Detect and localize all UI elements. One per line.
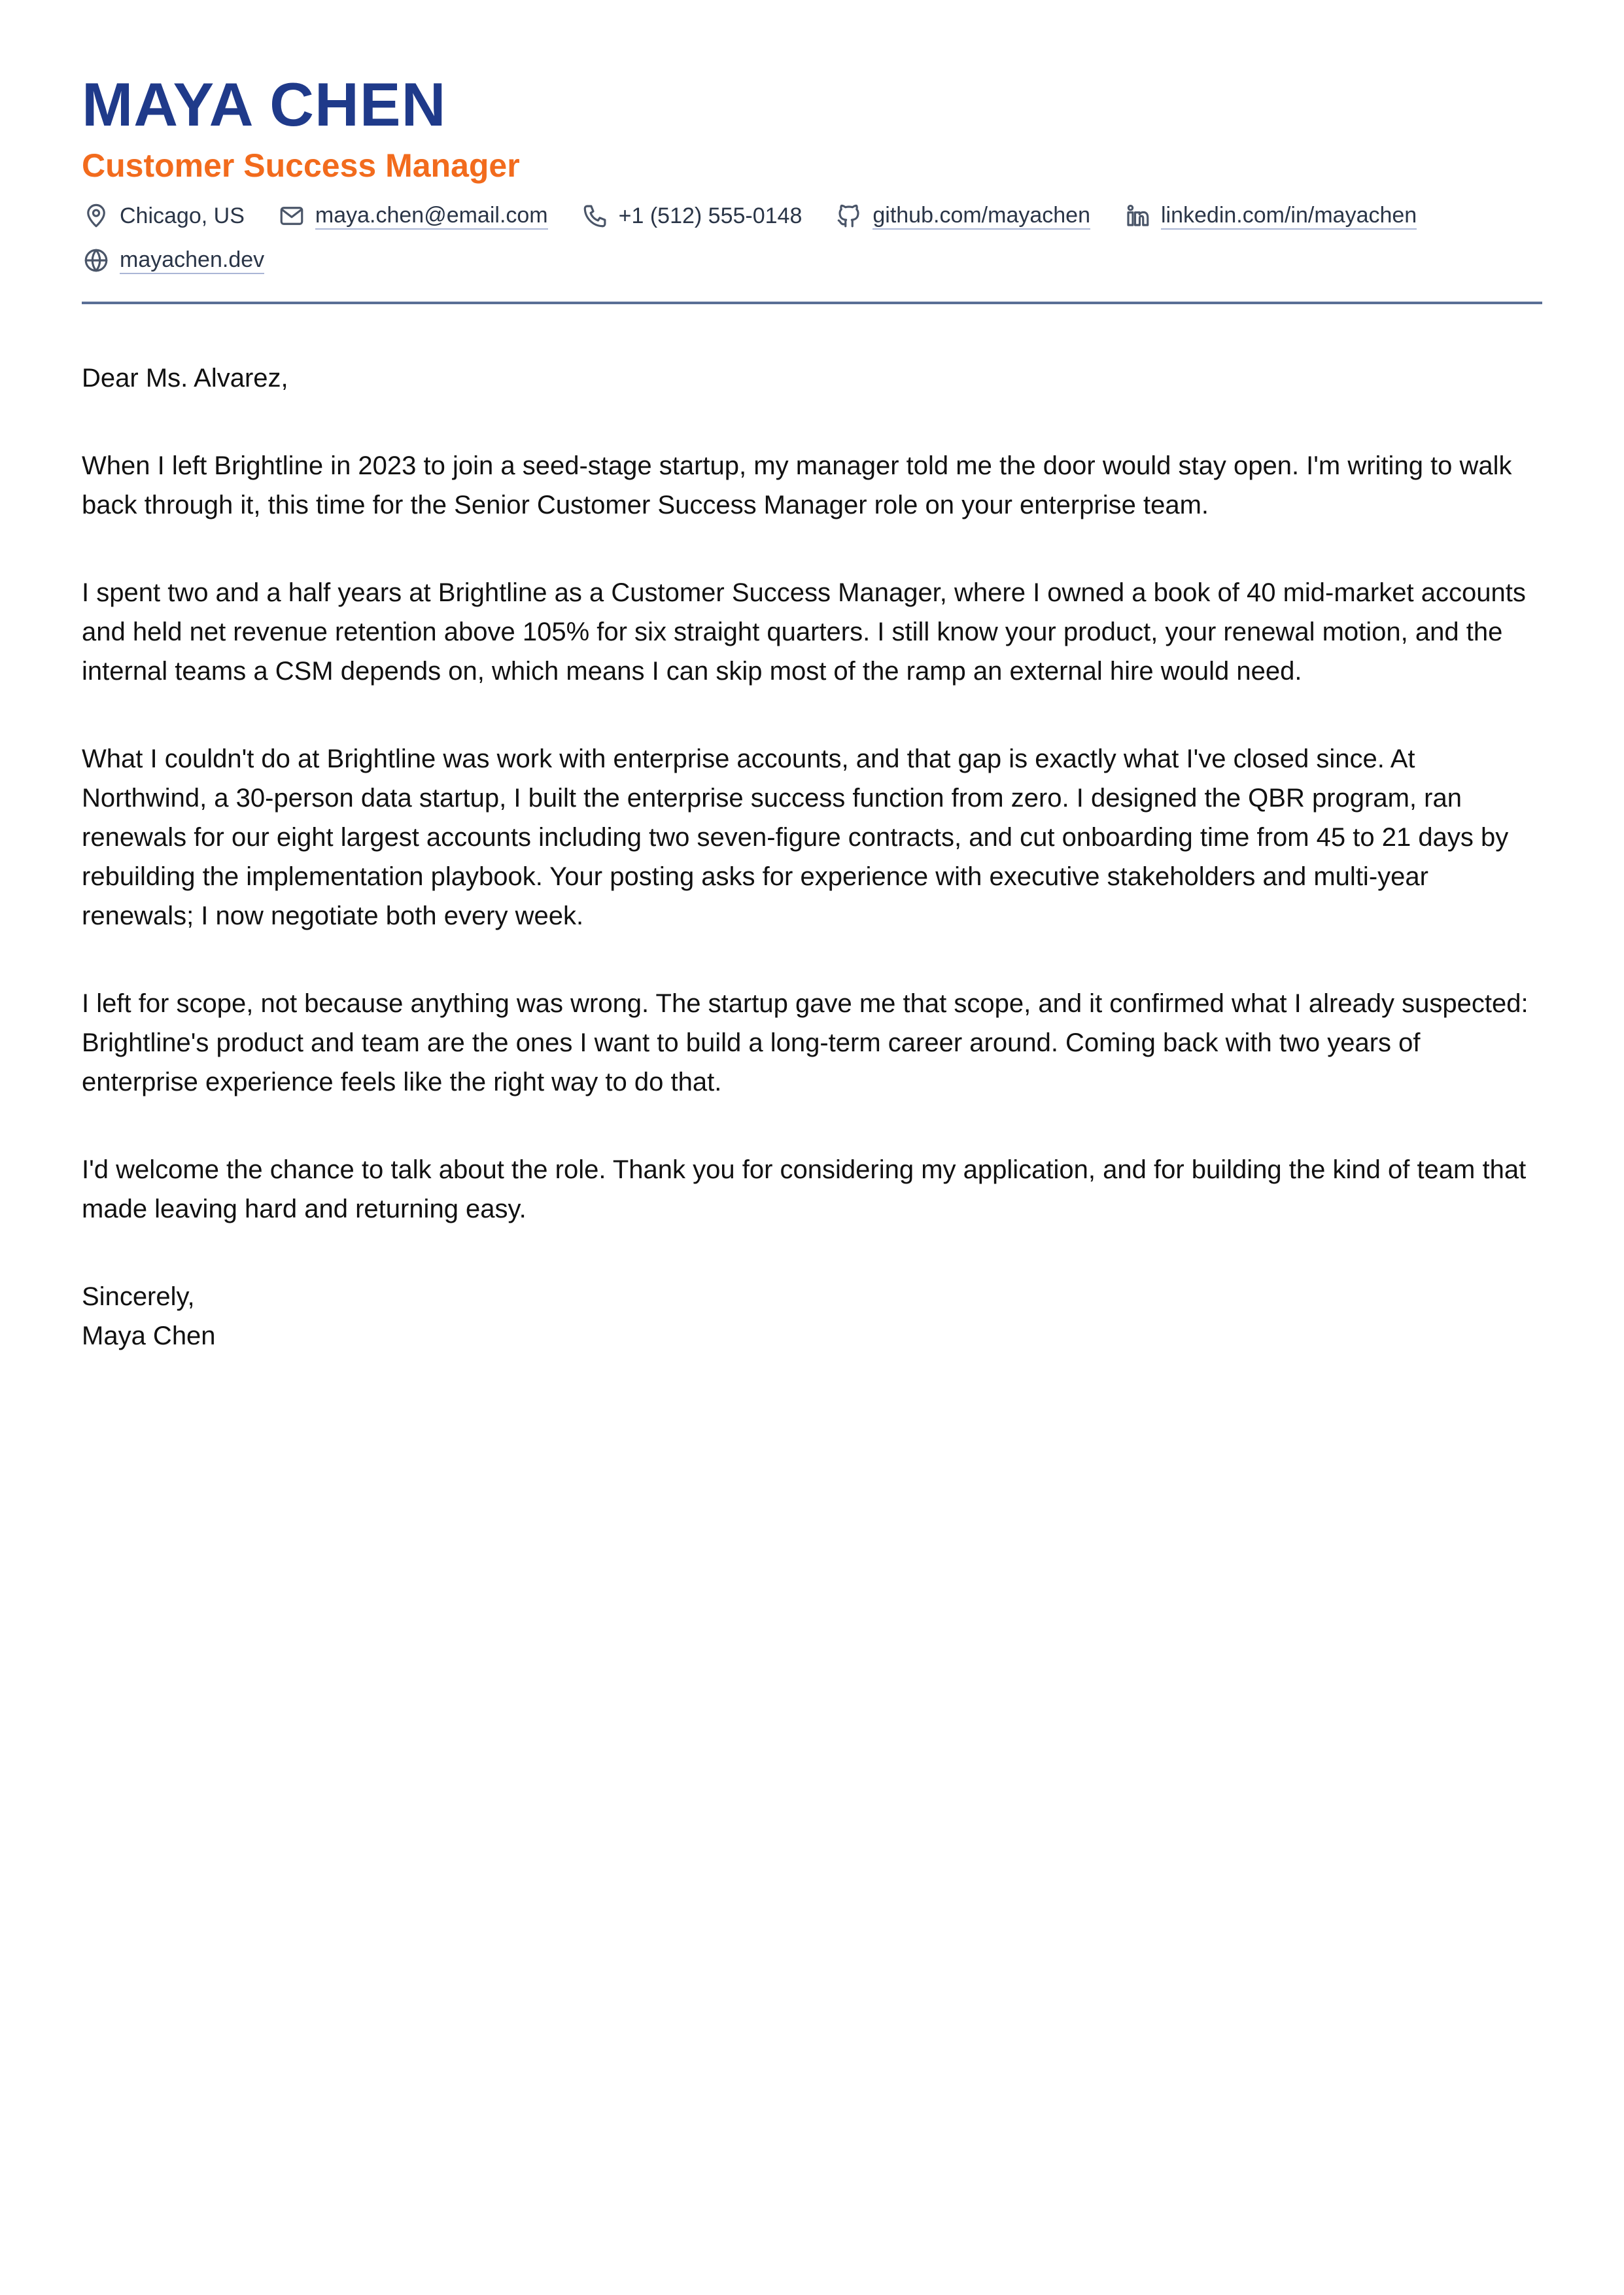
mail-icon: [277, 201, 306, 230]
phone-icon: [581, 201, 610, 230]
github-link[interactable]: github.com/mayachen: [872, 202, 1090, 230]
header-divider: [82, 302, 1542, 304]
linkedin-icon: [1123, 201, 1152, 230]
body-paragraph: When I left Brightline in 2023 to join a seed-stage startup, my manager told me the door would stay open. I'm writing to walk back through it, this time for the Senior Customer Success Manager role on your enterprise team.: [82, 451, 1512, 519]
contact-website: [82, 243, 264, 277]
linkedin-link[interactable]: linkedin.com/in/mayachen: [1161, 202, 1417, 230]
applicant-name: MAYA CHEN: [82, 70, 447, 139]
closing: Sincerely,: [82, 1282, 195, 1311]
globe-icon: [82, 246, 111, 275]
letter-body: [82, 359, 1542, 1356]
contact-github: [835, 199, 1090, 233]
phone-text: +1 (512) 555-0148: [618, 203, 803, 228]
contact-location: [82, 199, 245, 233]
contact-phone: [581, 199, 803, 233]
contact-bar: [82, 199, 1542, 277]
body-paragraph: What I couldn't do at Brightline was work with enterprise accounts, and that gap is exactly what I've closed since. At Northwind, a 30-person data startup, I built the enterprise success function from zero. I designed the QBR program, ran renewals for our eight largest accounts including two seven-figure contracts, and cut onboarding time from 45 to 21 days by rebuilding the implementation playbook. Your posting asks for experience with executive stakeholders and multi-year renewals; I now negotiate both every week.: [82, 745, 1509, 930]
location-text: Chicago, US: [120, 203, 245, 228]
email-link[interactable]: maya.chen@email.com: [315, 202, 548, 230]
body-paragraph: I'd welcome the chance to talk about the role. Thank you for considering my application, and for building the kind of team that made leaving hard and returning easy.: [82, 1155, 1527, 1223]
contact-linkedin: [1123, 199, 1417, 233]
location-pin-icon: [82, 201, 111, 230]
website-link[interactable]: mayachen.dev: [120, 247, 264, 275]
signature: Maya Chen: [82, 1322, 216, 1350]
salutation: Dear Ms. Alvarez,: [82, 364, 288, 393]
body-paragraph: I spent two and a half years at Brightline as a Customer Success Manager, where I owned a book of 40 mid-market accounts and held net revenue retention above 105% for six straight quarters. I still know your product, your renewal motion, and the internal teams a CSM depends on, which means I can skip most of the ramp an external hire would need.: [82, 578, 1526, 686]
github-icon: [835, 201, 863, 230]
contact-email: [277, 199, 548, 233]
applicant-title: Customer Success Manager: [82, 147, 520, 184]
body-paragraph: I left for scope, not because anything was wrong. The startup gave me that scope, and it confirmed what I already suspected: Brightline's product and team are the ones I want to build a long-term career around. Coming back with two years of enterprise experience feels like the right way to do that.: [82, 989, 1529, 1096]
